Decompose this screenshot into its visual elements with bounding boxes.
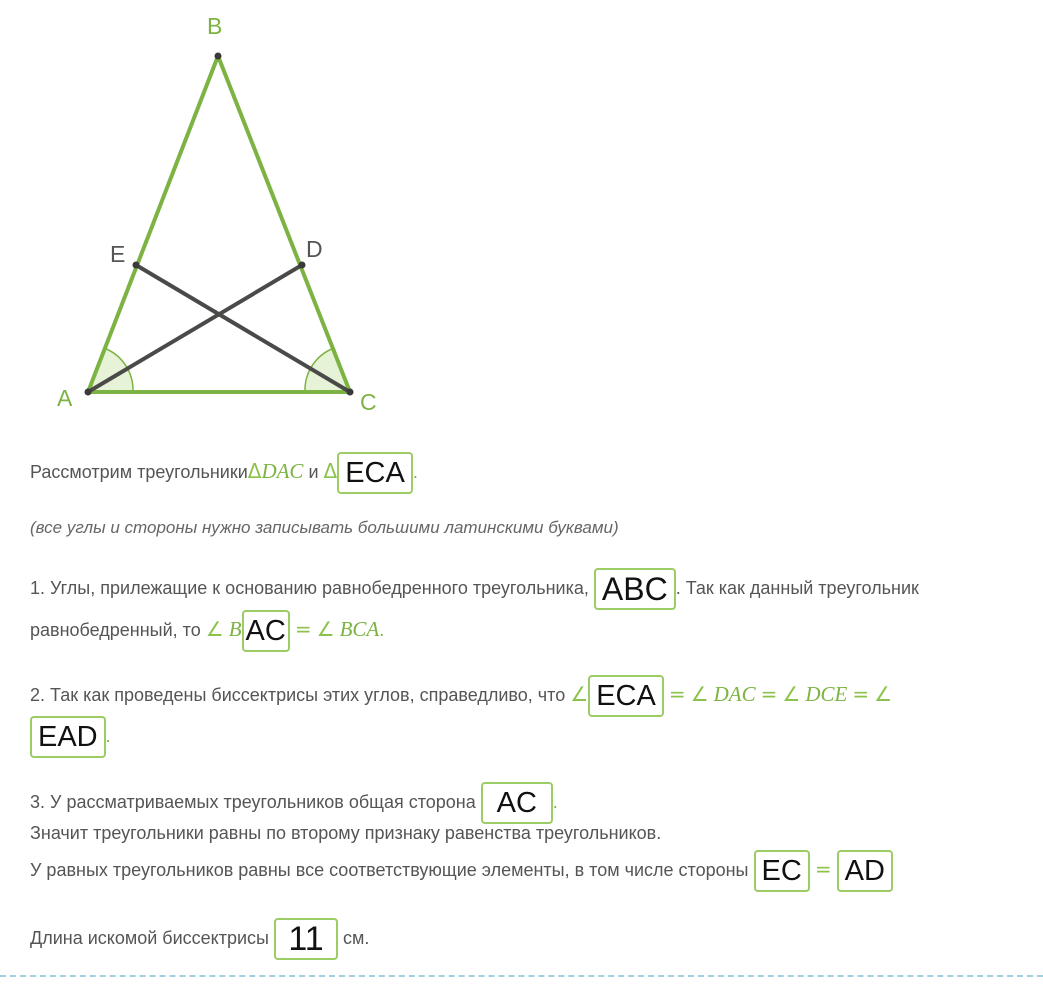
step3-answer-input-3[interactable]: AD [837,850,893,892]
equals-sign: = [760,681,778,706]
vertex-c [347,389,354,396]
equals-sign: = [668,681,686,706]
step1-text2: . Так как данный треугольник [675,577,919,598]
step1-text1: 1. Углы, прилежащие к основанию равнобедренного треугольника, [30,577,589,598]
label-d: D [306,236,323,262]
step3-line1 [30,782,558,824]
step3-text3: У равных треугольников равны все соответствующие элементы, в том числе стороны [30,859,749,880]
angle-symbol: ∠ [690,681,709,706]
step2-answer-input-1[interactable]: ECA [588,675,664,717]
equals-sign: = [852,681,870,706]
label-e: E [110,241,126,267]
period: . [379,619,385,640]
consider-text: Рассмотрим треугольники [30,461,248,482]
label-a: A [57,385,73,411]
angle-symbol: ∠ [316,616,335,641]
label-b: B [207,13,223,39]
step2-answer-input-2[interactable]: EAD [30,716,106,758]
step2-dce: DCE [805,681,848,706]
answer-triangle-input[interactable]: ECA [337,452,413,494]
vertex-e [133,262,140,269]
delta-symbol-2: Δ [323,458,338,483]
vertex-a [85,389,92,396]
triangle-figure [0,0,420,420]
angle-symbol: ∠ [570,681,589,706]
step3-line2: Значит треугольники равны по второму признаку равенства треугольников. [30,823,662,843]
vertex-d [299,262,306,269]
final-line [30,918,369,960]
step1-rhs: BCA [339,616,380,641]
step1-text3: равнобедренный, то [30,619,201,640]
angle-symbol: ∠ [205,616,224,641]
consider-triangles-line [30,452,418,494]
step1-answer-input-1[interactable]: ABC [594,568,676,610]
triangle-dac: DAC [261,458,304,483]
and-text: и [308,461,319,482]
vertex-b [215,53,222,60]
step1-b: B [228,616,242,641]
step3-line3 [30,850,893,892]
period: . [105,725,111,746]
step1-answer-input-2[interactable]: AC [242,610,290,652]
side-bc [218,56,350,392]
bisector-ce [136,265,350,392]
angle-symbol: ∠ [782,681,801,706]
unit-text: см. [343,927,370,948]
divider [0,975,1043,977]
step3-answer-input-1[interactable]: AC [481,782,553,824]
final-text: Длина искомой биссектрисы [30,927,269,948]
final-answer-input[interactable]: 11 [274,918,338,960]
period: . [552,791,558,812]
step1-line2 [30,610,384,652]
step3-text1: 3. У рассматриваемых треугольников общая сторона [30,791,476,812]
delta-symbol: Δ [247,458,262,483]
step2-dac: DAC [713,681,756,706]
angle-symbol: ∠ [874,681,893,706]
label-c: C [360,389,377,415]
step2-line2 [30,716,111,758]
step2-line1 [30,675,892,717]
instruction-note: (все углы и стороны нужно записывать большими латинскими буквами) [30,518,619,537]
period: . [412,461,418,482]
step2-text1: 2. Так как проведены биссектрисы этих углов, справедливо, что [30,684,566,705]
equals-sign: = [814,856,832,881]
side-ab [88,56,218,392]
step1-line1 [30,568,919,610]
step3-answer-input-2[interactable]: EC [754,850,810,892]
bisector-ad [88,265,302,392]
equals-sign: = [294,616,312,641]
